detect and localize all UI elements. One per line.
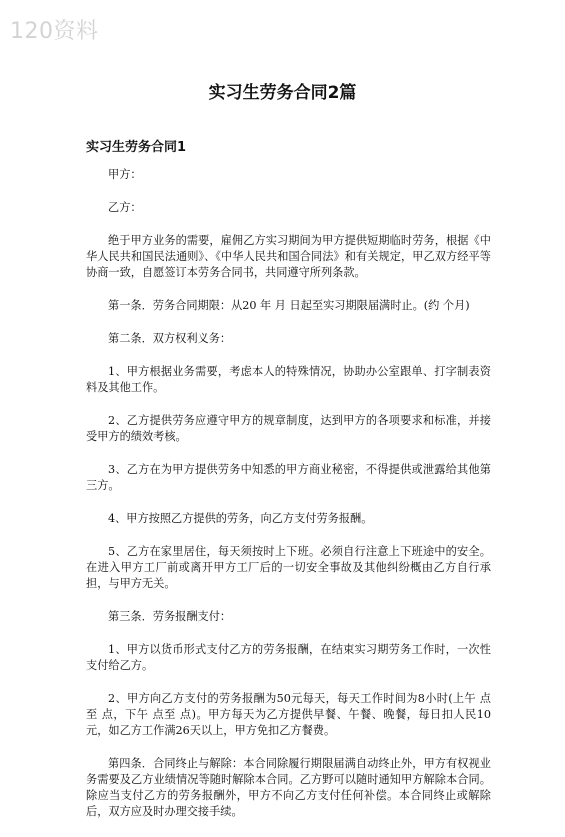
preamble-paragraph: 绝于甲方业务的需要，雇佣乙方实习期间为甲方提供短期临时劳务，根据《中华人民共和国民法通则》、《中华人民共和国合同法》和有关规定，甲乙双方经平等协商一致，自愿签订本劳务合同书，共同遵守所列条款。 xyxy=(86,234,491,279)
party-b-line: 乙方： xyxy=(108,201,142,214)
article-2-item-1: 1、甲方根据业务需要，考虑本人的特殊情况，协助办公室跟单、打字制表资料及其他工作。 xyxy=(86,365,491,394)
article-3-heading: 第三条．劳务报酬支付： xyxy=(108,610,232,623)
article-2-item-5: 5、乙方在家里居住，每天须按时上下班。必须自行注意上下班途中的安全。在进入甲方工厂前或离开甲方工厂后的一切安全事故及其他纠纷概由乙方自行承担，与甲方无关。 xyxy=(86,545,491,590)
article-2-item-2: 2、乙方提供劳务应遵守甲方的规章制度，达到甲方的各项要求和标准，并接受甲方的绩效考核。 xyxy=(86,414,491,443)
article-4-paragraph: 第四条．合同终止与解除：本合同除履行期限届满自动终止外，甲方有权视业务需要及乙方业绩情况等随时解除本合同。乙方野可以随时通知甲方解除本合同。除应当支付乙方的劳务报酬外，甲方不向乙方支付任何补偿。本合同终止或解除后，双方应及时办理交接手续。 xyxy=(86,757,491,818)
party-a-line: 甲方： xyxy=(108,168,142,181)
article-2-item-3: 3、乙方在为甲方提供劳务中知悉的甲方商业秘密，不得提供或泄露给其他第三方。 xyxy=(86,463,491,492)
article-3-item-2: 2、甲方向乙方支付的劳务报酬为50元每天，每天工作时间为8小时(上午 点至 点，下午 点至 点)。甲方每天为乙方提供早餐、午餐、晚餐，每日扣人民10元，如乙方工作满26天以上，甲方免扣乙方餐费。 xyxy=(86,692,491,737)
watermark: 120资料 xyxy=(10,19,99,44)
document-body xyxy=(86,167,491,837)
article-2-item-4: 4、甲方按照乙方提供的劳务，向乙方支付劳务报酬。 xyxy=(108,512,373,525)
section-title: 实习生劳务合同1 xyxy=(86,140,187,155)
document-title: 实习生劳务合同2篇 xyxy=(208,83,357,103)
article-2-heading: 第二条．双方权利义务： xyxy=(108,332,232,345)
article-3-item-1: 1、甲方以货币形式支付乙方的劳务报酬，在结束实习期劳务工作时，一次性支付给乙方。 xyxy=(86,643,491,672)
article-1-term: 第一条．劳务合同期限：从20 年 月 日起至实习期限届满时止。(约 个月) xyxy=(108,299,470,312)
